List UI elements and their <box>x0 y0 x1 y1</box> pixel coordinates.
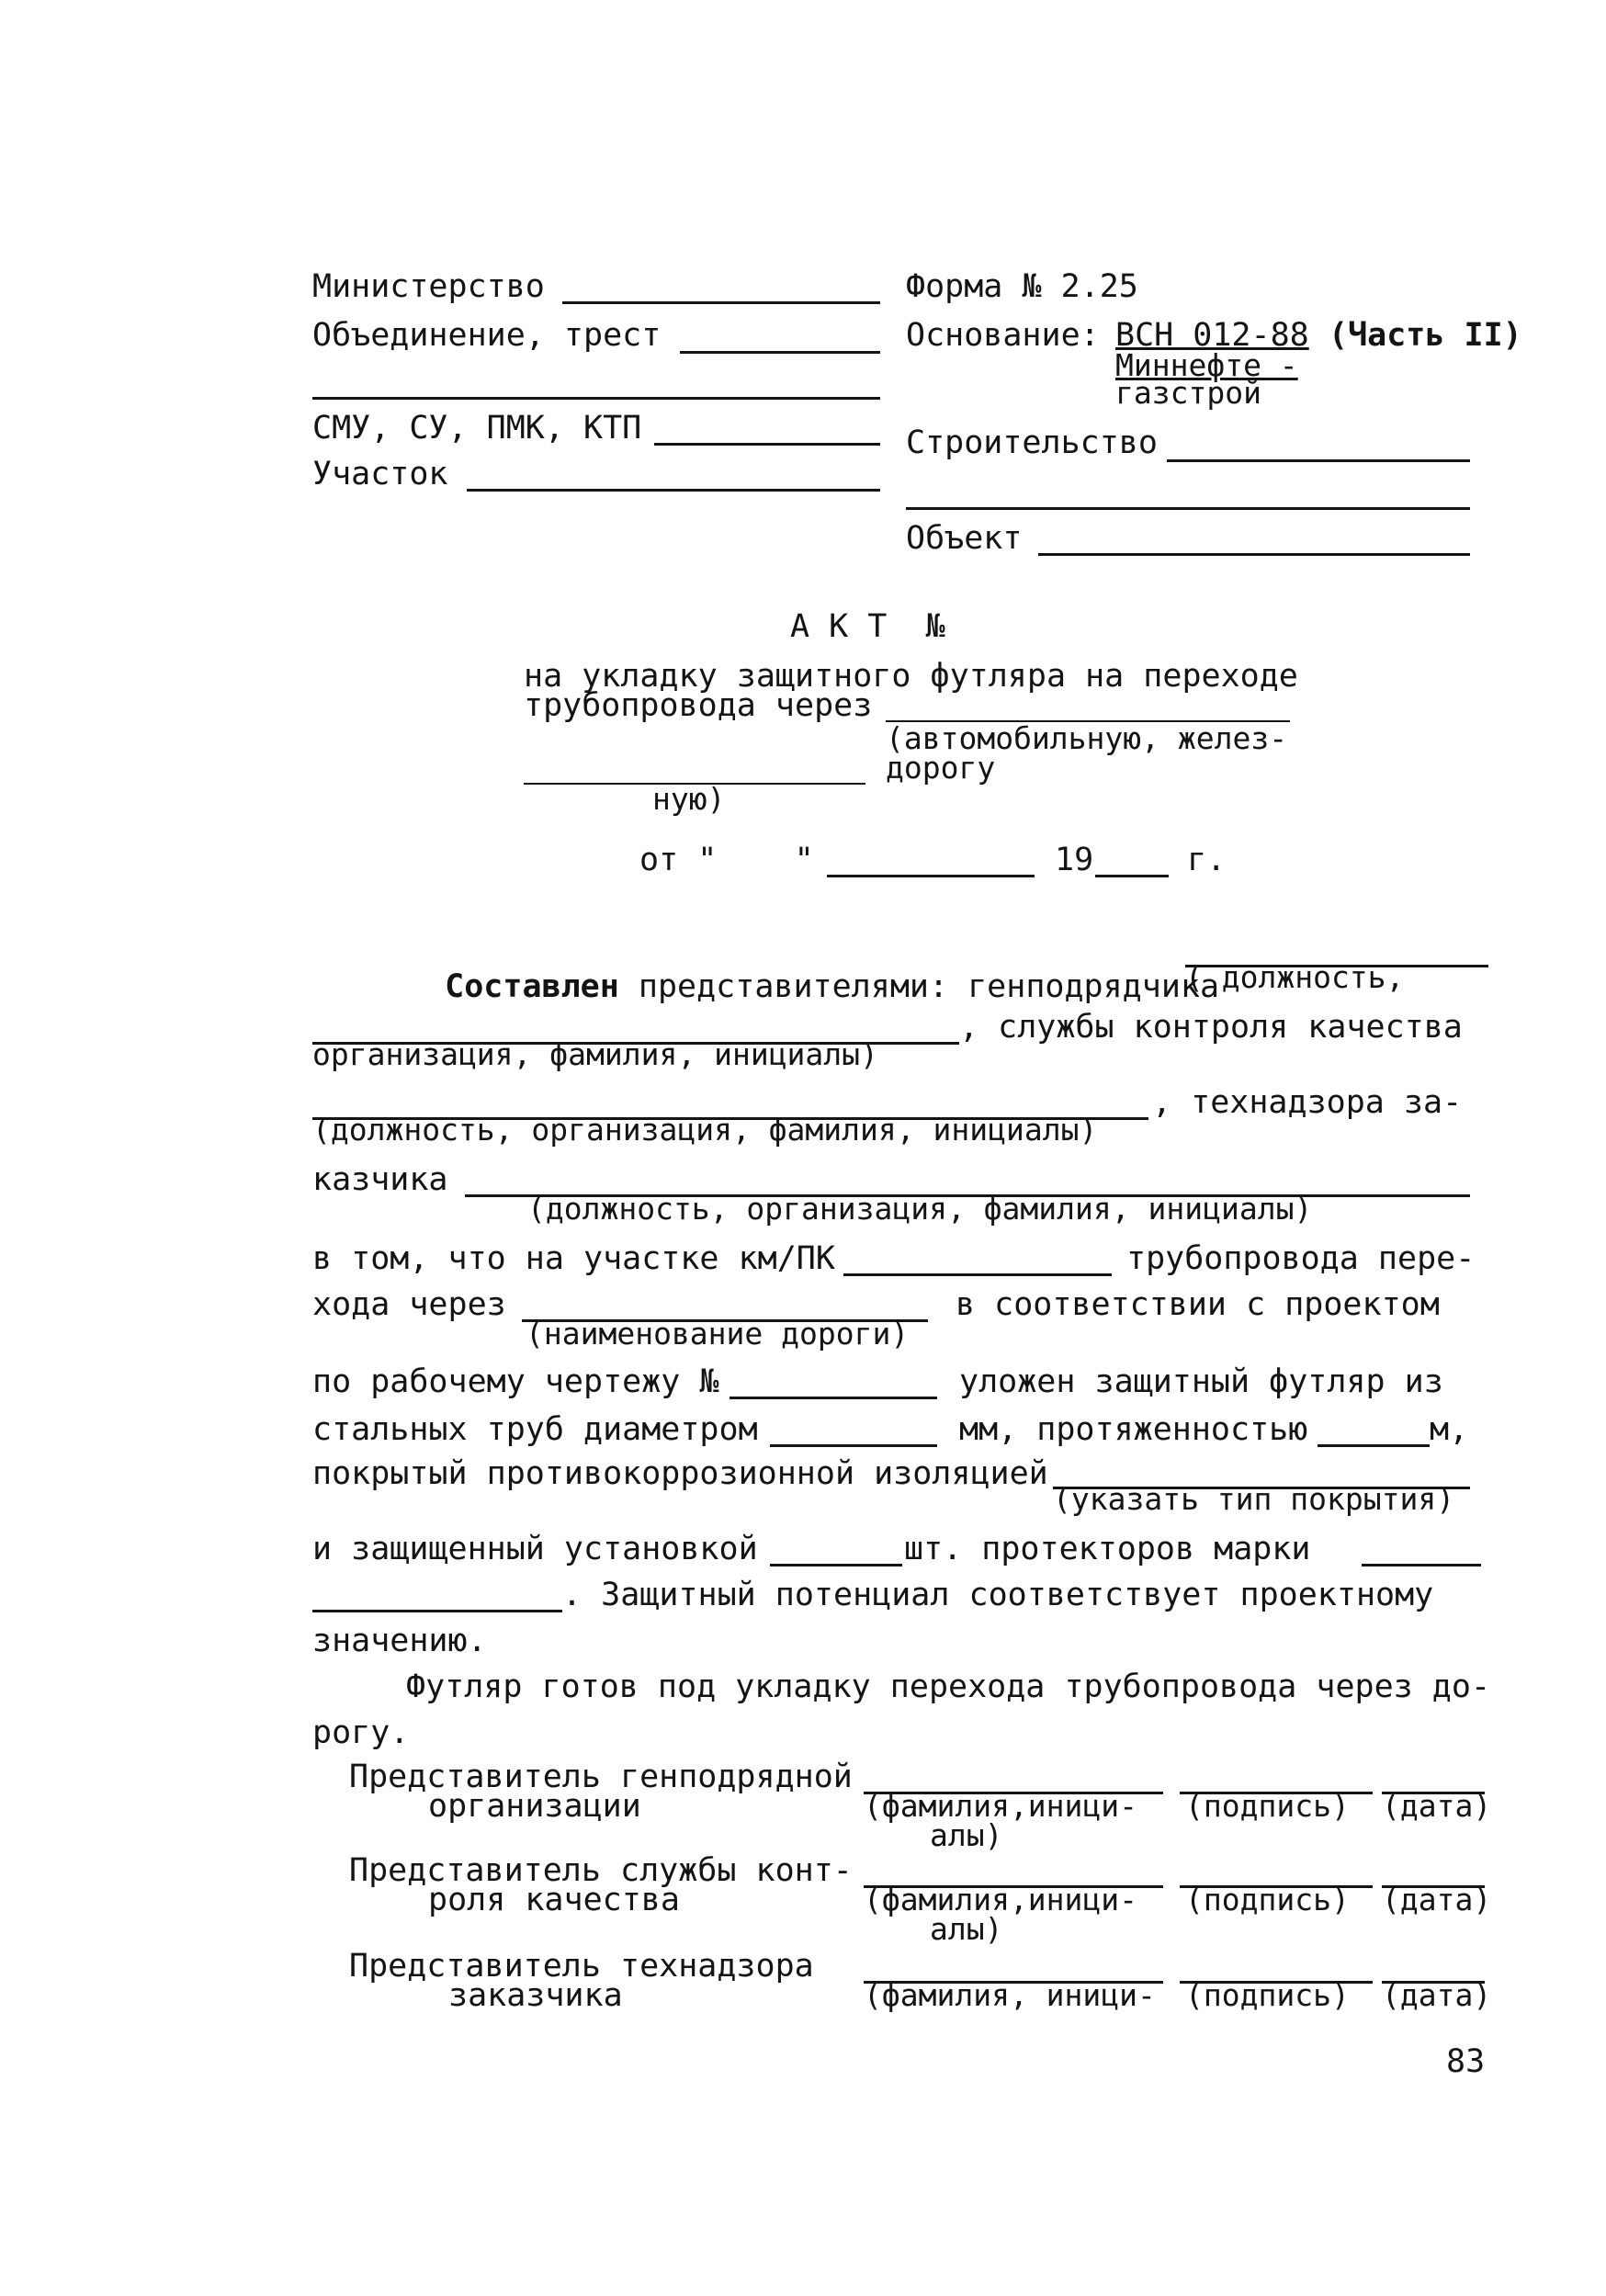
value-text: значению. <box>312 1623 487 1659</box>
section-field[interactable] <box>467 489 880 492</box>
date-year-field[interactable] <box>1095 875 1169 877</box>
protectors-count-field[interactable] <box>770 1564 902 1566</box>
rep2-label-a: Представитель службы конт- <box>349 1852 853 1889</box>
rep2-label-b: роля качества <box>428 1882 680 1918</box>
smu-label: СМУ, СУ, ПМК, КТП <box>312 410 642 447</box>
ministry-field[interactable] <box>562 301 880 304</box>
date-month-field[interactable] <box>827 875 1035 877</box>
rep1-hint-sign: (подпись) <box>1185 1788 1350 1824</box>
association-label: Объединение, трест <box>312 317 662 354</box>
crossing-text-2: в соответствии с проектом <box>956 1286 1440 1323</box>
rep1-label-a: Представитель генподрядной <box>349 1759 853 1795</box>
title-line-2: трубопровода через <box>524 687 873 724</box>
rep2-hint-date: (дата) <box>1382 1882 1492 1917</box>
basis-part: (Часть II) <box>1329 317 1522 354</box>
protector-brand-field[interactable] <box>1362 1564 1481 1566</box>
basis-org-2: газстрой <box>1115 375 1261 411</box>
act-title: А К Т № <box>790 608 945 645</box>
basis-label: Основание: <box>906 317 1100 354</box>
association-field[interactable] <box>680 351 880 354</box>
drawing-number-field[interactable] <box>729 1397 937 1399</box>
basis-doc: ВСН 012-88 <box>1115 317 1309 354</box>
rep3-hint-sign: (подпись) <box>1185 1977 1350 2013</box>
section-km-field[interactable] <box>843 1273 1112 1276</box>
object-field[interactable] <box>1038 553 1470 556</box>
hint-full-2: (должность, организация, фамилия, инициалы) <box>527 1191 1313 1227</box>
protector-brand-field-2[interactable] <box>312 1610 562 1612</box>
protected-text: и защищенный установкой <box>312 1531 758 1567</box>
diameter-field[interactable] <box>770 1444 937 1447</box>
rep3-hint-name: (фамилия, иници- <box>864 1977 1156 2013</box>
hint-full-1: (должность, организация, фамилия, инициалы) <box>312 1112 1098 1148</box>
tech-supervision-text: , технадзора за- <box>1152 1084 1463 1121</box>
pipes-text-2: мм, протяженностью <box>959 1411 1308 1448</box>
construction-field[interactable] <box>1167 459 1470 462</box>
date-year-suffix: г. <box>1187 842 1227 878</box>
rep3-hint-date: (дата) <box>1382 1977 1492 2013</box>
hint-org-name: организация, фамилия, инициалы) <box>312 1036 878 1072</box>
rep1-hint-name-a: (фамилия,иници- <box>864 1788 1138 1824</box>
crossing-text: хода через <box>312 1286 506 1323</box>
drawing-text: по рабочему чертежу № <box>312 1363 719 1400</box>
drawing-text-2: уложен защитный футляр из <box>959 1363 1443 1400</box>
section-km-text-2: трубопровода пере- <box>1126 1240 1476 1277</box>
customer-text: казчика <box>312 1161 448 1198</box>
hint-coating: (указать тип покрытия) <box>1053 1481 1455 1517</box>
hint-position: ( должность, <box>1185 959 1405 995</box>
rep1-label-b: организации <box>428 1788 641 1825</box>
rep1-hint-date: (дата) <box>1382 1788 1492 1824</box>
length-field[interactable] <box>1318 1444 1430 1447</box>
composed-rest: представителями: генподрядчика <box>618 968 1220 1005</box>
construction-label: Строительство <box>906 424 1158 461</box>
coated-text: покрытый противокоррозионной изоляцией <box>312 1455 1048 1492</box>
rep2-hint-name-a: (фамилия,иници- <box>864 1882 1138 1917</box>
rep3-label-a: Представитель технадзора <box>349 1948 814 1985</box>
potential-text: . Защитный потенциал соответствует проектному <box>562 1577 1434 1613</box>
quality-service-text: , службы контроля качества <box>959 1009 1463 1046</box>
section-label: Участок <box>312 456 448 492</box>
section-km-text: в том, что на участке км/ПК <box>312 1240 835 1277</box>
construction-field-2[interactable] <box>906 507 1470 510</box>
hint-road: (наименование дороги) <box>526 1316 910 1352</box>
rep2-hint-name-b: алы) <box>930 1911 1003 1947</box>
date-year: 19 <box>1055 842 1094 878</box>
pipes-text: стальных труб диаметром <box>312 1411 758 1448</box>
date-from: от " " <box>639 842 814 878</box>
title-line-1: на укладку защитного футляра на переходе <box>524 658 1298 695</box>
object-label: Объект <box>906 520 1023 557</box>
basis-org-1: Миннефте - <box>1115 347 1298 383</box>
rep2-hint-sign: (подпись) <box>1185 1882 1350 1917</box>
protected-text-2: шт. протекторов марки <box>904 1531 1311 1567</box>
smu-field[interactable] <box>654 443 880 446</box>
association-field-2[interactable] <box>312 397 880 400</box>
road-type-hint-1: (автомобильную, желез- <box>886 720 1288 756</box>
rep1-hint-name-b: алы) <box>930 1817 1003 1853</box>
ready-text-2: рогу. <box>312 1714 410 1751</box>
page-number: 83 <box>1446 2043 1486 2080</box>
ready-text-1: Футляр готов под укладку перехода трубопровода через до- <box>406 1668 1491 1705</box>
road-type-hint-2: ную) <box>652 781 726 817</box>
composed-bold: Составлен <box>445 968 619 1005</box>
ministry-label: Министерство <box>312 268 545 305</box>
rep3-label-b: заказчика <box>448 1977 623 2014</box>
pipes-text-3: м, <box>1430 1411 1469 1448</box>
road-type-hint-3: дорогу <box>886 750 996 786</box>
form-number: Форма № 2.25 <box>906 268 1138 305</box>
